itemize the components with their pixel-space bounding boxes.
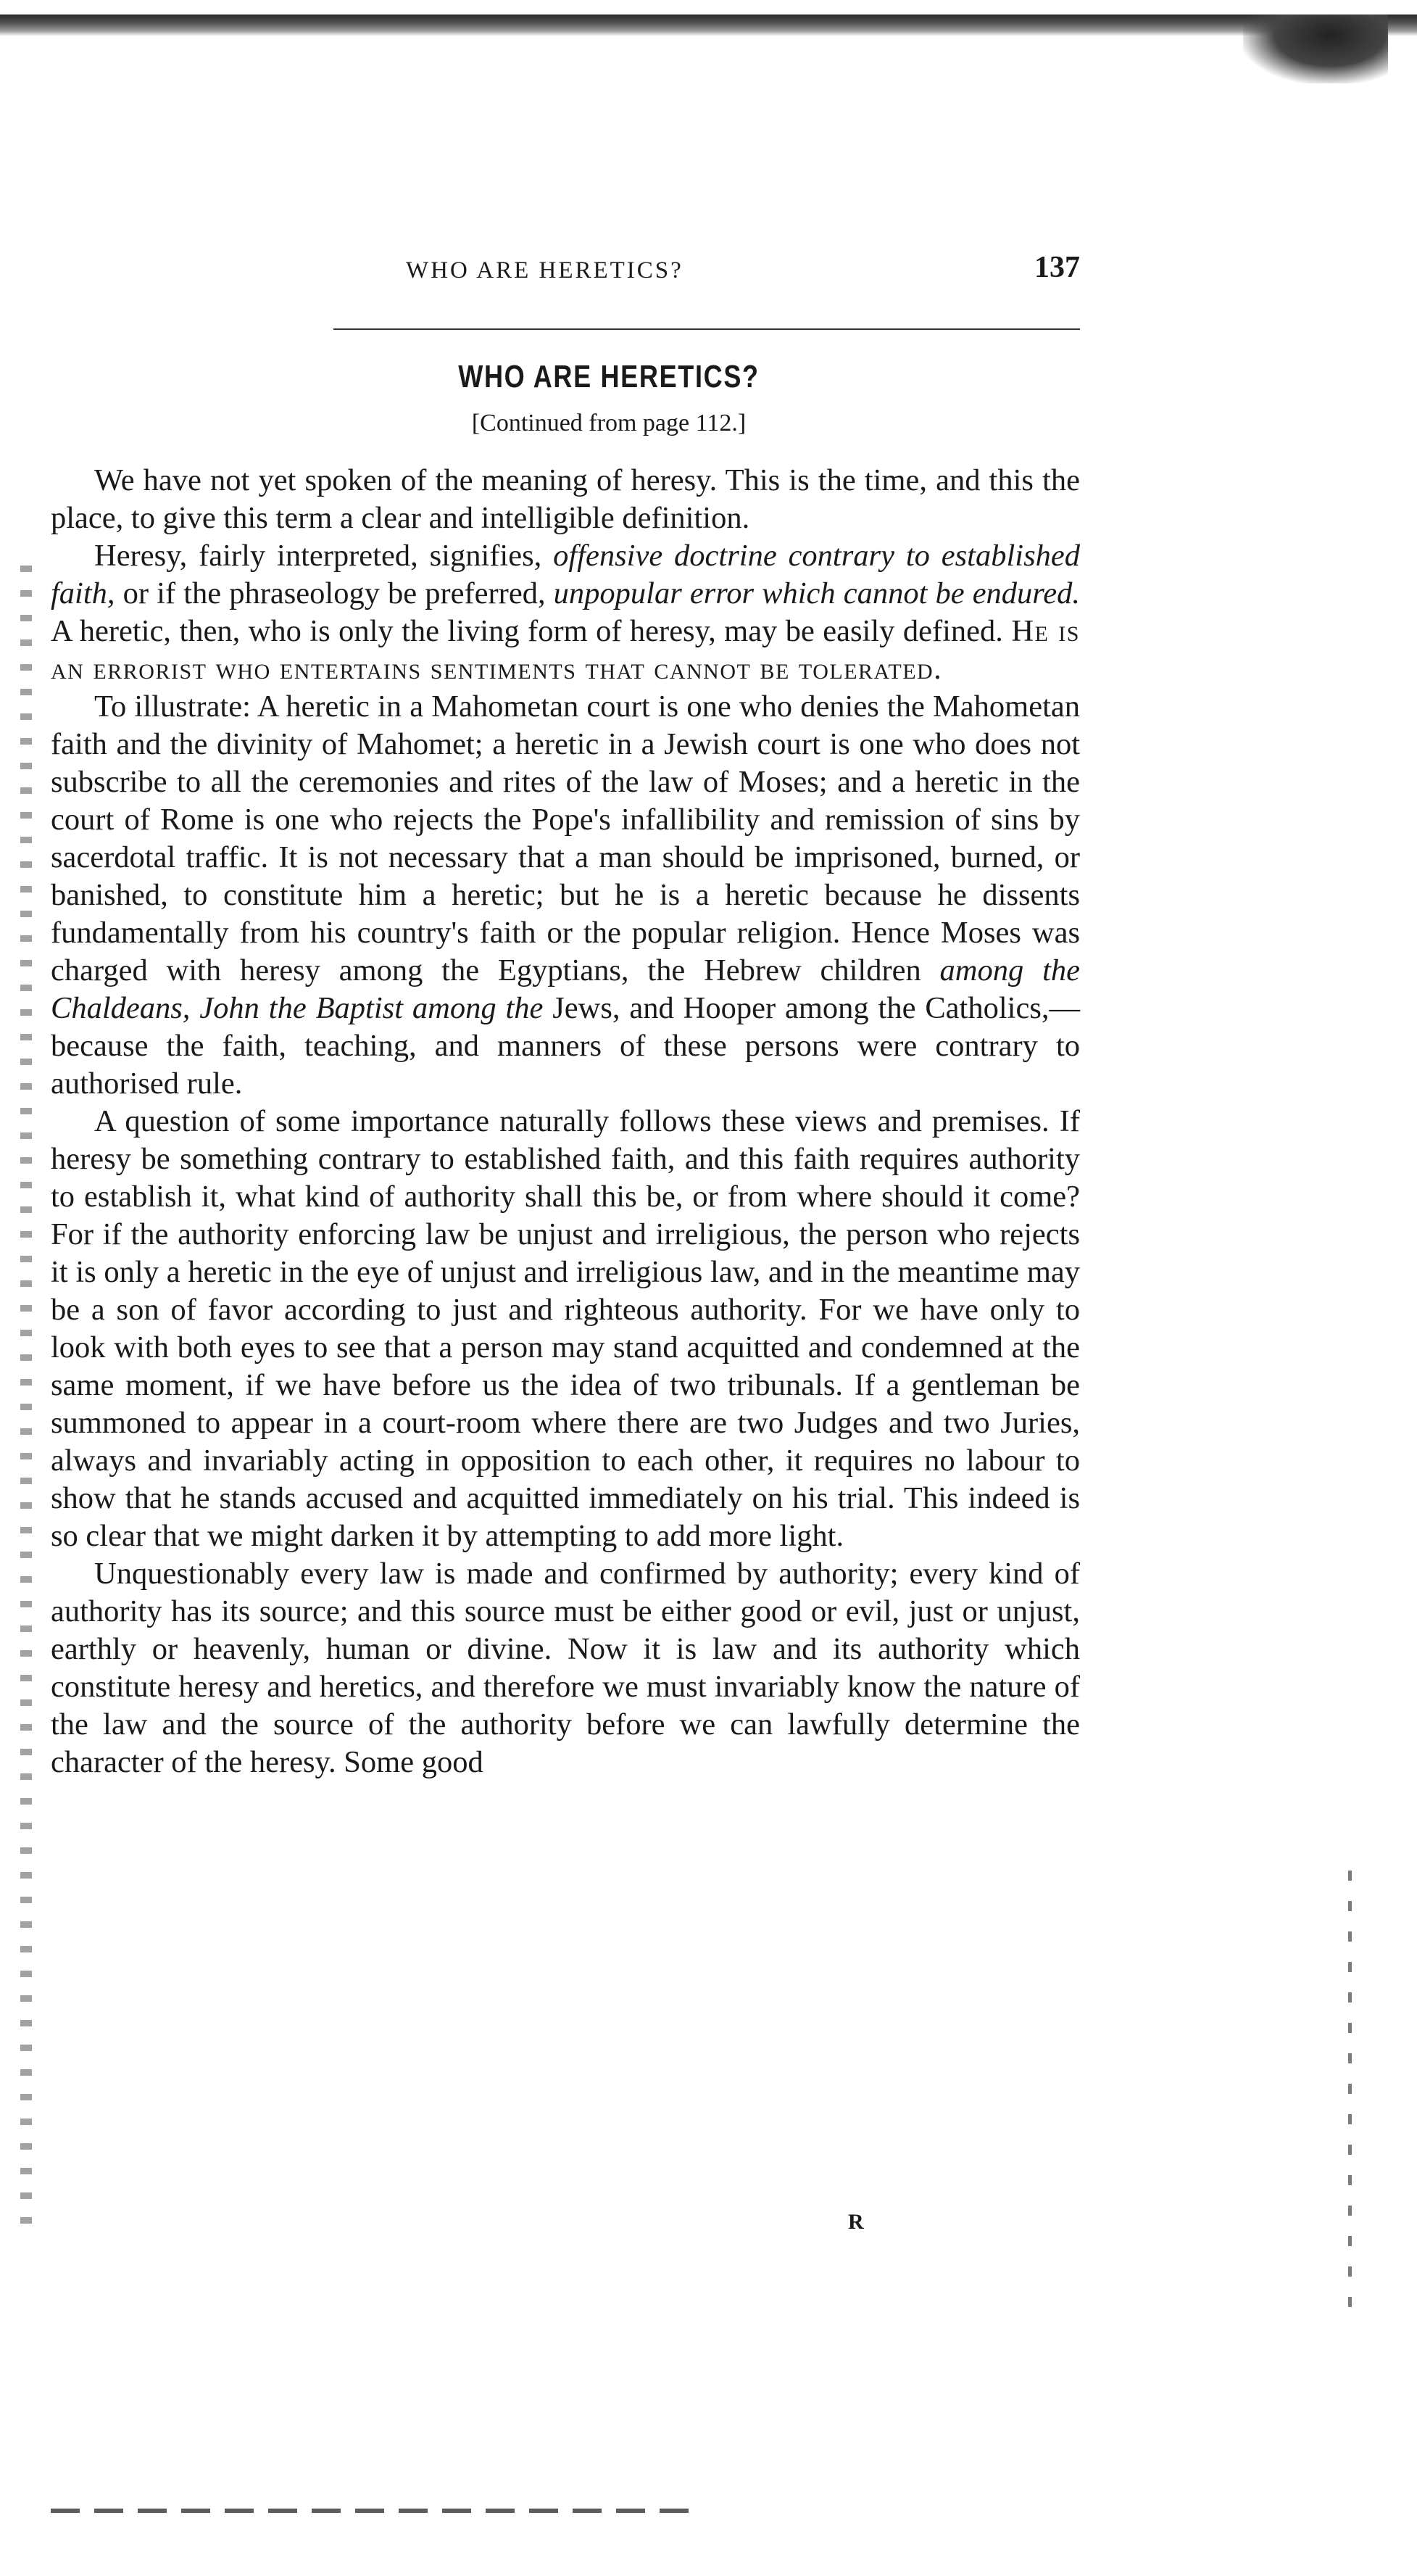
paragraph-3-emphasis: among the Chaldeans, John the Baptist among the bbox=[51, 953, 1080, 1025]
continued-note: [Continued from page 112.] bbox=[471, 410, 747, 436]
paragraph-3-text-2: Jews, and Hooper among the Catholics,—because the faith, teaching, and manners of these persons were contrary to authorised rule. bbox=[51, 991, 1080, 1101]
paragraph-1: We have not yet spoken of the meaning of heresy. This is the time, and this the place, to give this term a clear and intelligible definition. bbox=[51, 463, 1080, 535]
header-rule bbox=[333, 328, 1080, 330]
scan-right-margin-specks bbox=[1348, 1871, 1352, 2320]
paragraph-4: A question of some importance naturally follows these views and premises. If heresy be something contrary to established faith, and this faith requires authority to establish it, what kind of authority shall this be, or from where should it come? For if the authority enforcing law be unjust and irreligious, the person who rejects it is only a heretic in the eye of unjust and irreligious law, and in the meantime may be a son of favor according to just and righteous authority. For we have only to look with both eyes to see that a person may stand acquitted and condemned at the same moment, if we have before us the idea of two tribunals. If a gentleman be summoned to appear in a court-room where there are two Judges and two Juries, always and invariably acting in opposition to each other, it requires no labour to show that he stands accused and acquitted immediately on his trial. This indeed is so clear that we might darken it by attempting to add more light. bbox=[51, 1104, 1080, 1553]
page-content bbox=[51, 250, 1080, 1781]
paragraph-2-text-3: A heretic, then, who is only the living form of heresy, may be easily defined. bbox=[51, 614, 1012, 648]
paragraph-2-text-2: or if the phraseology be preferred, bbox=[115, 576, 554, 610]
scan-top-edge bbox=[0, 15, 1417, 36]
article-body bbox=[51, 462, 1080, 1781]
scan-bottom-edge bbox=[51, 2509, 703, 2513]
paragraph-3-text: To illustrate: A heretic in a Mahometan court is one who denies the Mahometan faith and the divinity of Mahomet; a heretic in a Jewish court is one who does not subscribe to all the ceremonies and rites of the law of Moses; and a heretic in the court of Rome is one who rejects the Pope's infallibility and remission of sins by sacerdotal traffic. It is not necessary that a man should be imprisoned, burned, or banished, to constitute him a heretic; but he is a heretic because he dissents fundamentally from his country's faith or the popular religion. Hence Moses was charged with heresy among the Egyptians, the Hebrew children bbox=[51, 689, 1080, 987]
running-head bbox=[51, 250, 1080, 301]
page-number: 137 bbox=[1034, 251, 1080, 284]
running-title: WHO ARE HERETICS? bbox=[406, 257, 683, 283]
scan-left-margin-specks bbox=[20, 566, 32, 2233]
paragraph-2-emphasis-1: offensive doctrine contrary to established faith, bbox=[51, 539, 1080, 610]
paragraph-2-emphasis-2: unpopular error which cannot be endured. bbox=[553, 576, 1081, 610]
paragraph-2-text: Heresy, fairly interpreted, signifies, bbox=[94, 539, 554, 573]
article-title: WHO ARE HERETICS? bbox=[458, 359, 760, 394]
paragraph-5: Unquestionably every law is made and confirmed by authority; every kind of authority has its source; and this source must be either good or evil, just or unjust, earthly or heavenly, human or divine. Now it is law and its authority which constitute heresy and heretics, and therefore we must invariably know the nature of the law and the source of the authority before we can lawfully determine the character of the heresy. Some good bbox=[51, 1557, 1080, 1779]
paragraph-2 bbox=[51, 537, 1080, 688]
paragraph-2-smallcaps: He is an errorist who entertains sentiments that cannot be tolerated. bbox=[51, 614, 1080, 686]
scan-corner-shadow bbox=[1243, 15, 1388, 83]
paragraph-3 bbox=[51, 688, 1080, 1103]
signature-mark: R bbox=[848, 2210, 864, 2234]
